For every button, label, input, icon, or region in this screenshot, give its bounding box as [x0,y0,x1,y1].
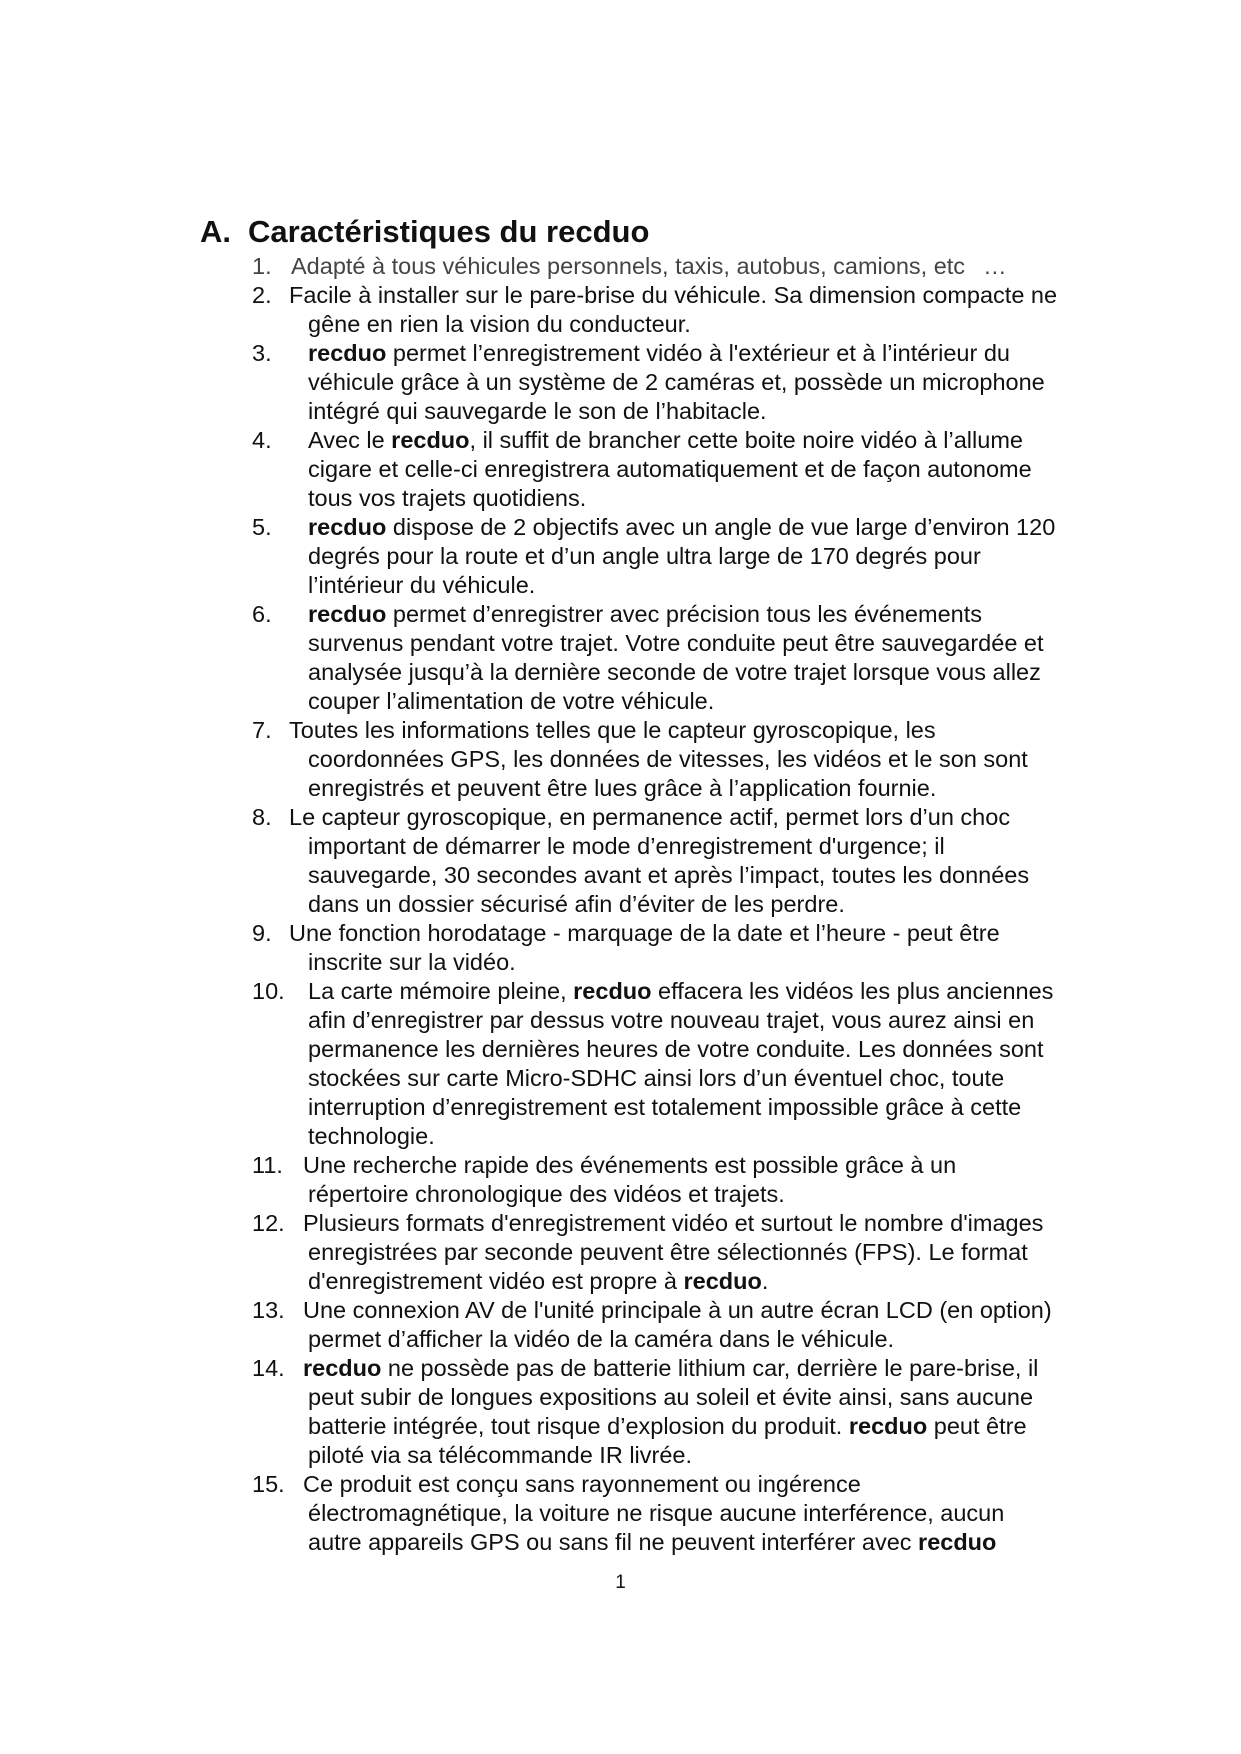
list-item: 9. Une fonction horodatage - marquage de la date et l’heure - peut être inscrite sur la vidéo. [252,920,1000,975]
list-item: 6. recduo permet d’enregistrer avec précision tous les événements survenus pendant votre trajet. Votre conduite peut être sauvegardée et analysée jusqu’à la dernière seconde de votre trajet lorsque vous allez couper l’alimentation de votre véhicule. [252,601,1044,714]
page-content [200,214,1060,1557]
list-item: 1. Adapté à tous véhicules personnels, taxis, autobus, camions, etc … [252,253,1007,279]
list-item: 14. recduo ne possède pas de batterie lithium car, derrière le pare-brise, il peut subir de longues expositions au soleil et évite ainsi, sans aucune batterie intégrée, tout risque d’explosion du produit. recduo peut être piloté via sa télécommande IR livrée. [252,1355,1039,1468]
list-item: 15. Ce produit est conçu sans rayonnement ou ingérence électromagnétique, la voiture ne risque aucune interférence, aucun autre appareils GPS ou sans fil ne peuvent interférer avec recduo [252,1471,1005,1555]
list-item: 3. recduo permet l’enregistrement vidéo à l'extérieur et à l’intérieur du véhicule grâce à un système de 2 caméras et, possède un microphone intégré qui sauvegarde le son de l’habitacle. [252,340,1045,424]
section-letter: A. [200,214,231,249]
list-item: 2. Facile à installer sur le pare-brise du véhicule. Sa dimension compacte ne gêne en rien la vision du conducteur. [252,282,1058,337]
list-item: 11. Une recherche rapide des événements est possible grâce à un répertoire chronologique des vidéos et trajets. [252,1152,957,1207]
section-title: Caractéristiques du recduo [248,214,650,249]
list-item: 10. La carte mémoire pleine, recduo effacera les vidéos les plus anciennes afin d’enregistrer par dessus votre nouveau trajet, vous aurez ainsi en permanence les dernières heures de votre conduite. Les données sont stockées sur carte Micro-SDHC ainsi lors d’un éventuel choc, toute interruption d’enregistrement est totalement impossible grâce à cette technologie. [252,978,1054,1149]
list-item: 13. Une connexion AV de l'unité principale à un autre écran LCD (en option) permet d’afficher la vidéo de la caméra dans le véhicule. [252,1297,1052,1352]
feature-list [200,252,1060,1557]
list-item: 7. Toutes les informations telles que le capteur gyroscopique, les coordonnées GPS, les données de vitesses, les vidéos et le son sont enregistrés et peuvent être lues grâce à l’application fournie. [252,717,1028,801]
section-heading [200,214,1060,250]
list-item: 5. recduo dispose de 2 objectifs avec un angle de vue large d’environ 120 degrés pour la route et d’un angle ultra large de 170 degrés pour l’intérieur du véhicule. [252,514,1056,598]
page-number: 1 [615,1572,626,1593]
list-item: 8. Le capteur gyroscopique, en permanence actif, permet lors d’un choc important de démarrer le mode d’enregistrement d'urgence; il sauvegarde, 30 secondes avant et après l’impact, toutes les données dans un dossier sécurisé afin d’éviter de les perdre. [252,804,1030,917]
list-item: 12. Plusieurs formats d'enregistrement vidéo et surtout le nombre d'images enregistrées par seconde peuvent être sélectionnés (FPS). Le format d'enregistrement vidéo est propre à recduo. [252,1210,1044,1294]
list-item: 4. Avec le recduo, il suffit de brancher cette boite noire vidéo à l’allume cigare et celle-ci enregistrera automatiquement et de façon autonome tous vos trajets quotidiens. [252,427,1032,511]
